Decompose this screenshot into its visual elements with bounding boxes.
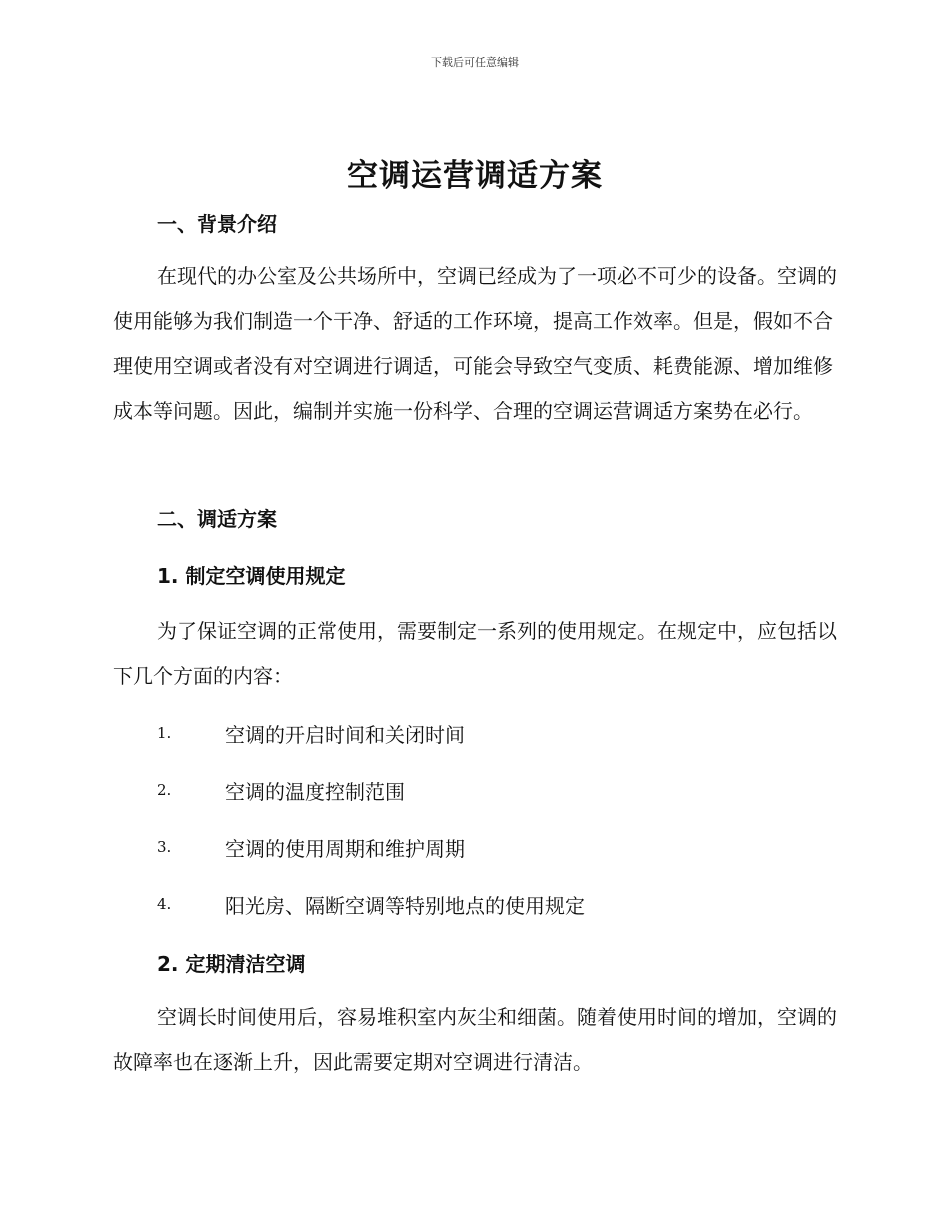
- list-item-text: 空调的使用周期和维护周期: [225, 836, 465, 861]
- list-item: [157, 889, 585, 919]
- list-item-number: 1.: [157, 724, 172, 742]
- list-item: [157, 775, 405, 805]
- cleaning-paragraph: 空调长时间使用后，容易堆积室内灰尘和细菌。随着使用时间的增加，空调的故障率也在逐渐上升，因此需要定期对空调进行清洁。: [113, 1005, 837, 1074]
- document-title: 空调运营调适方案: [347, 158, 603, 194]
- usage-rules-paragraph: 为了保证空调的正常使用，需要制定一系列的使用规定。在规定中，应包括以下几个方面的内容：: [113, 619, 837, 688]
- section-heading-background: 一、背景介绍: [157, 212, 277, 236]
- page-header-note: 下载后可任意编辑: [431, 56, 519, 69]
- section-heading-plan: 二、调适方案: [157, 507, 277, 531]
- background-paragraph: 在现代的办公室及公共场所中，空调已经成为了一项必不可少的设备。空调的使用能够为我们制造一个干净、舒适的工作环境，提高工作效率。但是，假如不合理使用空调或者没有对空调进行调适，可能会导致空气变质、耗费能源、增加维修成本等问题。因此，编制并实施一份科学、合理的空调运营调适方案势在必行。: [113, 264, 837, 423]
- list-item-number: 3.: [157, 838, 172, 856]
- list-item-text: 阳光房、隔断空调等特别地点的使用规定: [225, 893, 585, 918]
- list-item: [157, 832, 465, 862]
- list-item-number: 2.: [157, 781, 172, 799]
- subsection-heading-cleaning: 2. 定期清洁空调: [157, 952, 306, 976]
- list-item-text: 空调的开启时间和关闭时间: [225, 722, 465, 747]
- list-item: [157, 718, 465, 748]
- list-item-text: 空调的温度控制范围: [225, 779, 405, 804]
- list-item-number: 4.: [157, 895, 172, 913]
- subsection-heading-usage-rules: 1. 制定空调使用规定: [157, 564, 346, 588]
